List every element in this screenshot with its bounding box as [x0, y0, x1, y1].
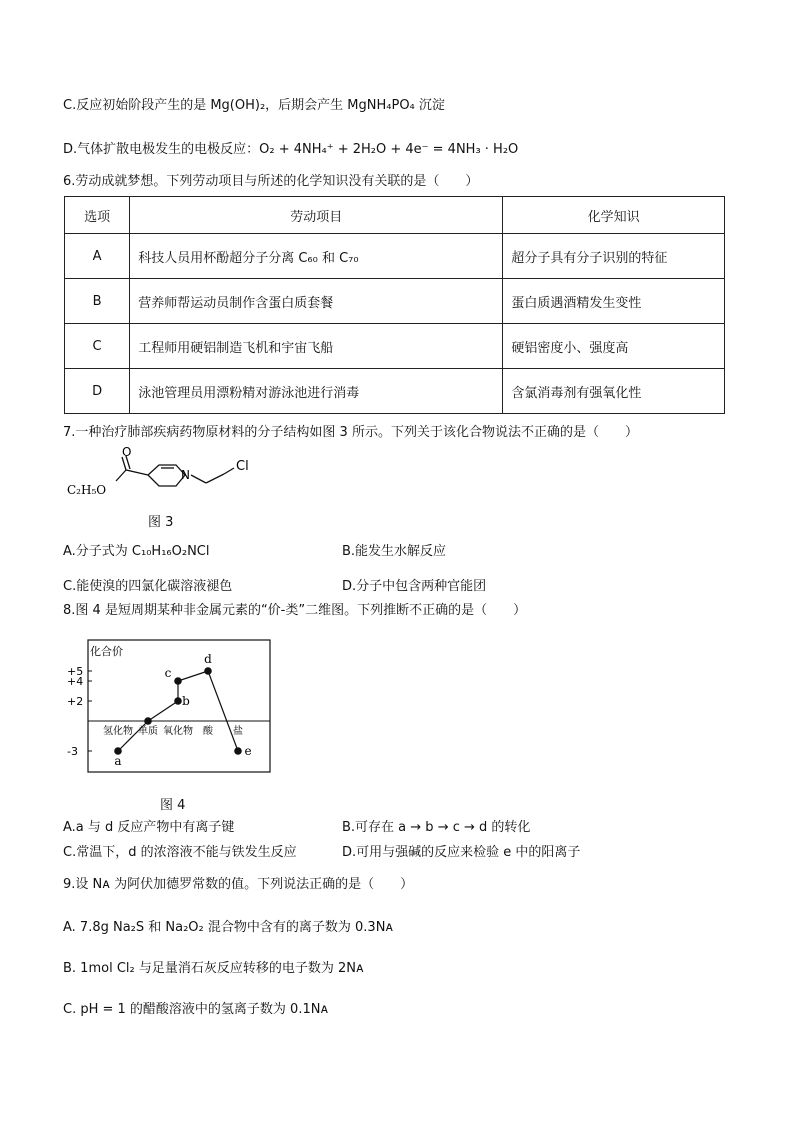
- row-labor: 营养师帮运动员制作含蛋白质套餐: [130, 279, 503, 324]
- valence-class-chart: [64, 636, 274, 776]
- q9-option-b: B. 1mol Cl₂ 与足量消石灰反应转移的电子数为 2Nᴀ: [63, 961, 364, 976]
- q7-stem: 7.一种治疗肺部疾病药物原材料的分子结构如图 3 所示。下列关于该化合物说法不正确的是（ ）: [63, 425, 638, 440]
- chart-point-label: d: [204, 652, 212, 666]
- table-row: [65, 324, 725, 369]
- q7-option-b: B.能发生水解反应: [342, 544, 447, 559]
- table-row: [65, 234, 725, 279]
- figure-3-caption: 图 3: [148, 515, 174, 530]
- q8-option-b: B.可存在 a → b → c → d 的转化: [342, 820, 531, 835]
- q8-option-c: C.常温下，d 的浓溶液不能与铁发生反应: [63, 845, 297, 860]
- chart-category-label: 氢化物: [103, 726, 133, 737]
- chart-category-label: 氧化物: [163, 726, 193, 737]
- q6-stem: 6.劳动成就梦想。下列劳动项目与所述的化学知识没有关联的是（ ）: [63, 174, 479, 189]
- row-labor: 泳池管理员用漂粉精对游泳池进行消毒: [130, 369, 503, 414]
- chart-point-label: e: [244, 744, 252, 758]
- chart-point: [144, 717, 152, 725]
- chain-bond-2: [206, 474, 224, 483]
- chart-point: [174, 677, 182, 685]
- table-row: [65, 369, 725, 414]
- row-option: A: [65, 234, 130, 279]
- nitrogen-label: N: [181, 468, 190, 482]
- q8-option-a: A.a 与 d 反应产物中有离子键: [63, 820, 235, 835]
- figure-4-caption: 图 4: [160, 798, 186, 813]
- chart-ytick-label: +2: [67, 695, 84, 708]
- chlorine-label: Cl: [236, 459, 249, 474]
- chart-point-label: b: [182, 694, 190, 708]
- chart-connector: [148, 701, 178, 721]
- chart-connector: [178, 671, 208, 681]
- chain-bond-3: [224, 468, 234, 474]
- ester-bond: [116, 470, 126, 481]
- chain-bond-1: [191, 475, 206, 483]
- oxygen-label: O: [122, 446, 132, 459]
- chart-point-label: c: [164, 666, 172, 680]
- row-knowledge: 超分子具有分子识别的特征: [503, 234, 725, 279]
- row-knowledge: 含氯消毒剂有强氧化性: [503, 369, 725, 414]
- q7-option-c: C.能使溴的四氯化碳溶液褪色: [63, 579, 233, 594]
- chart-point-label: a: [114, 754, 122, 768]
- header-option: 选项: [65, 197, 130, 234]
- chart-category-label: 单质: [138, 726, 158, 737]
- header-labor-item: 劳动项目: [130, 197, 503, 234]
- chart-category-label: 酸: [203, 726, 213, 737]
- q7-option-d: D.分子中包含两种官能团: [342, 579, 487, 594]
- q6-table: [64, 196, 725, 414]
- q9-stem: 9.设 Nᴀ 为阿伏加德罗常数的值。下列说法正确的是（ ）: [63, 877, 414, 892]
- q7-option-a: A.分子式为 C₁₀H₁₆O₂NCl: [63, 544, 210, 559]
- table-header-row: [65, 197, 725, 234]
- q9-option-c: C. pH = 1 的醋酸溶液中的氢离子数为 0.1Nᴀ: [63, 1002, 329, 1017]
- row-option: D: [65, 369, 130, 414]
- table-row: [65, 279, 725, 324]
- row-knowledge: 蛋白质遇酒精发生变性: [503, 279, 725, 324]
- q5-option-c: C.反应初始阶段产生的是 Mg(OH)₂，后期会产生 MgNH₄PO₄ 沉淀: [63, 98, 445, 113]
- chart-ytick-label: +4: [67, 675, 84, 688]
- chart-connector: [208, 671, 238, 751]
- chart-category-label: 盐: [233, 726, 243, 737]
- row-labor: 工程师用硬铝制造飞机和宇宙飞船: [130, 324, 503, 369]
- q9-option-a: A. 7.8g Na₂S 和 Na₂O₂ 混合物中含有的离子数为 0.3Nᴀ: [63, 920, 394, 935]
- row-option: C: [65, 324, 130, 369]
- q5-option-d: D.气体扩散电极发生的电极反应：O₂ + 4NH₄⁺ + 2H₂O + 4e⁻ = 4NH₃ · H₂O: [63, 142, 519, 157]
- chart-point: [204, 667, 212, 675]
- row-labor: 科技人员用杯酚超分子分离 C₆₀ 和 C₇₀: [130, 234, 503, 279]
- chart-ylabel: 化合价: [90, 645, 123, 658]
- header-chem-knowledge: 化学知识: [503, 197, 725, 234]
- chart-ytick-label: -3: [67, 745, 78, 758]
- chart-ytick-label: +5: [67, 665, 84, 678]
- row-knowledge: 硬铝密度小、强度高: [503, 324, 725, 369]
- chart-point: [174, 697, 182, 705]
- q8-option-d: D.可用与强碱的反应来检验 e 中的阳离子: [342, 845, 581, 860]
- ring-attach-bond: [126, 470, 148, 475]
- ethoxy-label: C₂H₅O: [67, 483, 107, 497]
- chart-point: [234, 747, 242, 755]
- q8-stem: 8.图 4 是短周期某种非金属元素的“价-类”二维图。下列推断不正确的是（ ）: [63, 603, 527, 618]
- row-option: B: [65, 279, 130, 324]
- molecular-structure-figure: [64, 446, 270, 506]
